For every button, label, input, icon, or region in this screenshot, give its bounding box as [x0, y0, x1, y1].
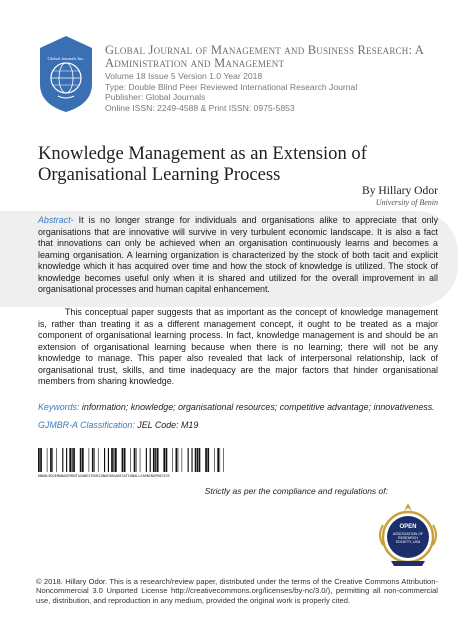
barcode-bar: [73, 448, 75, 472]
barcode-bar: [62, 448, 63, 472]
publisher: Publisher: Global Journals: [105, 92, 206, 102]
barcode-bar: [195, 448, 197, 472]
paper-title: Knowledge Management as an Extension of Organisational Learning Process: [38, 143, 367, 185]
barcode-bar: [191, 448, 192, 472]
barcode: [38, 448, 225, 472]
barcode-bar: [136, 448, 137, 472]
seal-top-text: OPEN: [399, 524, 417, 530]
barcode-bar: [56, 448, 57, 472]
barcode-bar: [207, 448, 209, 472]
issn: Online ISSN: 2249-4588 & Print ISSN: 0975-5853: [105, 102, 295, 113]
barcode-bar: [197, 448, 198, 472]
barcode-bar: [94, 448, 95, 472]
barcode-bar: [178, 448, 179, 472]
keywords-line: [38, 402, 458, 412]
barcode-bar: [113, 448, 114, 472]
barcode-bar: [199, 448, 201, 472]
logo-text: Global Journals Inc.: [47, 56, 85, 61]
barcode-bar: [150, 448, 151, 472]
keywords-text: information; knowledge; organisational resources; competitive advantage; innovativeness.: [81, 402, 435, 412]
seal-middle-text: ASSOCIATION OF RESEARCH SOCIETY, USA: [392, 532, 424, 545]
barcode-bar: [134, 448, 136, 472]
affiliation: University of Benin: [375, 198, 438, 207]
barcode-bar: [111, 448, 113, 472]
barcode-bar: [69, 448, 71, 472]
classification-line: [38, 420, 458, 430]
abstract-paragraph-2: This conceptual paper suggests that as important as the concept of knowledge management is, rather than treating it as a different management concept, it ought to be treated as a major component of organisational learning process. In fact, knowledge management is and should be an extension of organisational learning because when there is no learning; there will not be any knowledge to manage. This paper also revealed that lack of interpersonal relationship, lack of organisational trust, skills, and time inadequacy are the major factors that hinder organisational members from sharing knowledge.: [38, 307, 438, 387]
barcode-bar: [40, 448, 42, 472]
barcode-bar: [182, 448, 183, 472]
classification-label: GJMBR-A Classification:: [38, 420, 135, 430]
barcode-bar: [38, 448, 40, 472]
license-footer: © 2018. Hillary Odor. This is a research/review paper, distributed under the terms of the Creative Commons Attribution-Noncommercial 3.0 Unported License http://creativecommons.org/licenses/by-nc/3.0/), permitting all non-commercial use, distribution, and reproduction in any medium, provided the original work is properly cited.: [36, 577, 438, 605]
barcode-bar: [163, 448, 165, 472]
barcode-bar: [140, 448, 141, 472]
barcode-bar: [214, 448, 215, 472]
barcode-bar: [176, 448, 178, 472]
barcode-bar: [92, 448, 94, 472]
barcode-bar: [124, 448, 126, 472]
journal-logo: [36, 34, 96, 114]
barcode-bar: [220, 448, 221, 472]
barcode-bar: [130, 448, 131, 472]
journal-info: [105, 44, 450, 113]
journal-name: Global Journal of Management and Business Research: A Administration and Management: [105, 43, 424, 70]
barcode-bar: [89, 448, 90, 472]
barcode-text: KNOWLEDGEMANAGEMENTASANEXTENSIONOFORGANISATIONALLEARNINGPROCESS: [38, 474, 170, 478]
barcode-bar: [82, 448, 84, 472]
barcode-bar: [108, 448, 109, 472]
barcode-bar: [104, 448, 105, 472]
barcode-bar: [122, 448, 124, 472]
oars-seal: [375, 497, 441, 569]
barcode-bar: [146, 448, 147, 472]
barcode-bar: [205, 448, 207, 472]
barcode-bar: [115, 448, 117, 472]
abstract-text-1: It is no longer strange for individuals and organisations alike to appreciate that only organisations that are innovative will survive in very turbulent economic landscape. It is also a fact that innovations can only be achieved when an organisation continuously learns and becomes a learning organisation. A learning organization is characterized by the stock of both tacit and explicit knowledge which it has acquired over time and how the stock of knowledge is utilized. The stock of knowledge becomes useful only when it is shared and utilized for the overall improvement in all organisational processes and human capital enhancement.: [38, 215, 439, 295]
abstract-label: Abstract-: [38, 215, 74, 225]
barcode-bar: [223, 448, 224, 472]
author: By Hillary Odor: [362, 184, 438, 197]
journal-type: Type: Double Blind Peer Reviewed International Research Journal: [105, 81, 358, 92]
barcode-bar: [50, 448, 52, 472]
barcode-bar: [157, 448, 159, 472]
barcode-bar: [52, 448, 53, 472]
volume-info: Volume 18 Issue 5 Version 1.0 Year 2018: [105, 71, 263, 81]
barcode-bar: [172, 448, 173, 472]
barcode-bar: [188, 448, 189, 472]
abstract-paragraph-1: [38, 215, 438, 296]
compliance-text: Strictly as per the compliance and regulations of:: [204, 486, 388, 496]
barcode-bar: [217, 448, 219, 472]
barcode-bar: [47, 448, 48, 472]
barcode-bar: [153, 448, 155, 472]
barcode-bar: [80, 448, 82, 472]
classification-text: JEL Code: M19: [137, 420, 199, 430]
barcode-bar: [66, 448, 67, 472]
barcode-bar: [155, 448, 156, 472]
barcode-bar: [98, 448, 99, 472]
keywords-label: Keywords:: [38, 402, 80, 412]
barcode-bar: [166, 448, 168, 472]
barcode-bar: [72, 448, 73, 472]
